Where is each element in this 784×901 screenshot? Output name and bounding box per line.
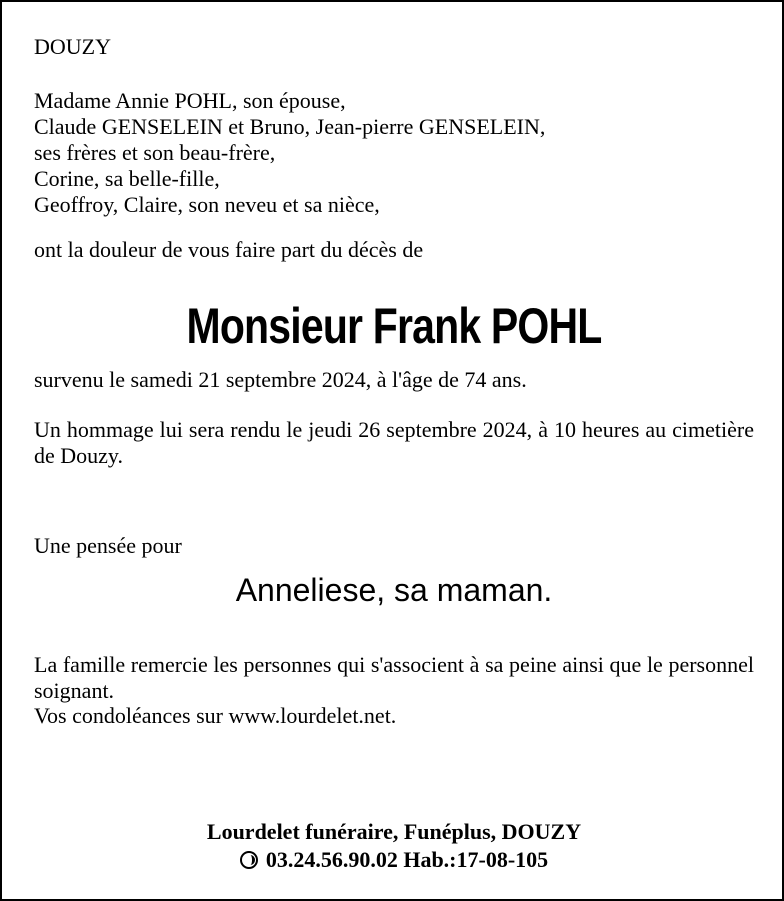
thought-intro: Une pensée pour: [34, 533, 182, 558]
family-line: Geoffroy, Claire, son neveu et sa nièce,: [34, 192, 380, 217]
family-line: Madame Annie POHL, son épouse,: [34, 88, 346, 113]
funeral-home-name: Lourdelet funéraire, Funéplus, DOUZY: [206, 819, 582, 844]
thought-name: Anneliese, sa maman.: [235, 572, 553, 608]
location-heading: DOUZY: [34, 34, 111, 59]
phone-number: 03.24.56.90.02 Hab.:17-08-105: [265, 847, 549, 872]
family-line: Corine, sa belle-fille,: [34, 166, 220, 191]
tribute-text: Un hommage lui sera rendu le jeudi 26 septembre 2024, à 10 heures au cimetière de Douzy.: [34, 417, 754, 468]
condolences-text: Vos condoléances sur www.lourdelet.net.: [34, 703, 397, 728]
thanks-text: La famille remercie les personnes qui s'associent à sa peine ainsi que le personnel soignant.: [34, 652, 754, 703]
family-line: Claude GENSELEIN et Bruno, Jean-pierre GENSELEIN,: [34, 114, 546, 139]
family-list: [34, 88, 545, 218]
phone-icon: [240, 851, 258, 869]
family-line: ses frères et son beau-frère,: [34, 140, 276, 165]
phone-line: [2, 846, 784, 874]
death-info: survenu le samedi 21 septembre 2024, à l'âge de 74 ans.: [34, 367, 527, 392]
announcement-text: ont la douleur de vous faire part du décès de: [34, 237, 424, 262]
deceased-name: Monsieur Frank POHL: [186, 298, 602, 354]
